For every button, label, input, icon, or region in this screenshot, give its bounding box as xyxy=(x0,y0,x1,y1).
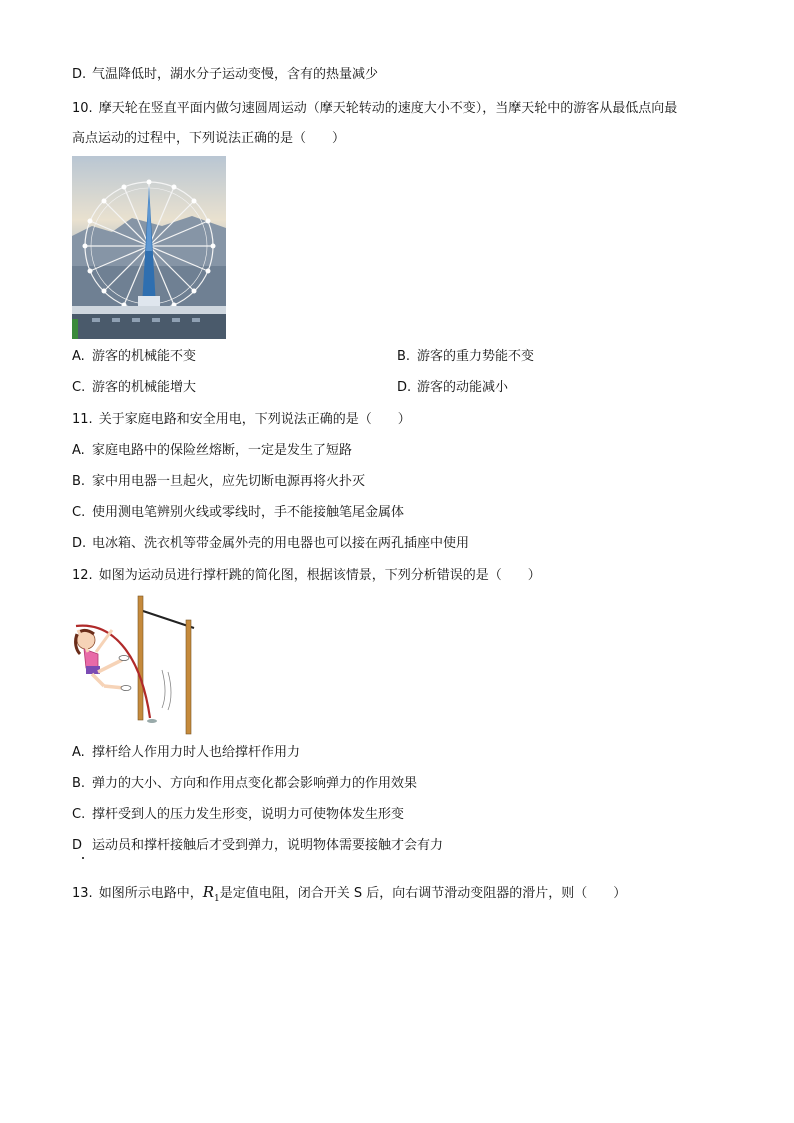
question-stem: 关于家庭电路和安全用电，下列说法正确的是（ ） xyxy=(98,412,411,427)
resistor-letter: R xyxy=(202,883,214,901)
option-label: A. xyxy=(72,443,85,458)
question-stem: 摩天轮在竖直平面内做匀速圆周运动（摩天轮转动的速度大小不变），当摩天轮中的游客从最低点向最 xyxy=(98,101,678,116)
q13-stem xyxy=(72,883,626,908)
option-label: A. xyxy=(72,349,85,364)
option-label: D xyxy=(72,838,83,853)
option-label: D. xyxy=(72,536,87,551)
q12-option-c xyxy=(72,806,404,824)
option-text: 撑杆给人作用力时人也给撑杆作用力 xyxy=(92,745,301,760)
question-number: 11. xyxy=(72,412,93,427)
q10-stem-line1 xyxy=(72,100,677,118)
q10-option-c xyxy=(72,379,196,397)
q11-option-c xyxy=(72,504,404,522)
q10-option-b xyxy=(397,348,534,366)
q9-option-d xyxy=(72,66,378,84)
option-text: 弹力的大小、方向和作用点变化都会影响弹力的作用效果 xyxy=(92,776,418,791)
option-text: 家庭电路中的保险丝熔断，一定是发生了短路 xyxy=(92,443,353,458)
option-text: 电冰箱、洗衣机等带金属外壳的用电器也可以接在两孔插座中使用 xyxy=(92,536,470,551)
q11-stem xyxy=(72,411,411,429)
option-text: 游客的重力势能不变 xyxy=(417,349,535,364)
q12-option-b xyxy=(72,775,417,793)
option-label: A. xyxy=(72,745,85,760)
q12-option-a xyxy=(72,744,300,762)
option-label: B. xyxy=(397,349,411,364)
option-label: D. xyxy=(397,380,412,395)
option-label: C. xyxy=(72,807,86,822)
q10-option-d xyxy=(397,379,508,397)
q11-option-d xyxy=(72,535,469,553)
q10-stem-line2: 高点运动的过程中，下列说法正确的是（ ） xyxy=(72,131,346,146)
question-stem-part1: 如图所示电路中， xyxy=(98,886,203,901)
question-stem-part2: 是定值电阻，闭合开关 S 后，向右调节滑动变阻器的滑片，则（ ） xyxy=(219,886,627,901)
question-stem: 如图为运动员进行撑杆跳的简化图，根据该情景，下列分析错误的是（ ） xyxy=(98,568,541,583)
q10-option-a xyxy=(72,348,196,366)
option-label: B. xyxy=(72,776,86,791)
question-number: 13. xyxy=(72,886,93,901)
option-text: 气温降低时，湖水分子运动变慢，含有的热量减少 xyxy=(92,67,379,82)
stray-dot xyxy=(82,857,84,859)
option-label: C. xyxy=(72,380,86,395)
option-text: 家中用电器一旦起火，应先切断电源再将火扑灭 xyxy=(92,474,366,489)
option-text: 使用测电笔辨别火线或零线时，手不能接触笔尾金属体 xyxy=(92,505,405,520)
option-text: 运动员和撑杆接触后才受到弹力，说明物体需要接触才会有力 xyxy=(92,838,444,853)
q12-stem xyxy=(72,567,541,585)
option-label: D. xyxy=(72,67,87,82)
q12-option-d xyxy=(72,837,443,855)
ferris-wheel-photo xyxy=(72,156,226,339)
option-text: 游客的机械能增大 xyxy=(92,380,197,395)
option-label: B. xyxy=(72,474,86,489)
q11-option-a xyxy=(72,442,352,460)
question-number: 10. xyxy=(72,101,93,116)
option-label: C. xyxy=(72,505,86,520)
resistor-subscript: 1 xyxy=(214,894,220,904)
option-text: 游客的动能减小 xyxy=(417,380,509,395)
resistor-r1-symbol xyxy=(202,883,220,904)
question-number: 12. xyxy=(72,568,93,583)
option-text: 撑杆受到人的压力发生形变，说明力可使物体发生形变 xyxy=(92,807,405,822)
pole-vault-illustration xyxy=(70,590,200,738)
option-text: 游客的机械能不变 xyxy=(92,349,197,364)
q11-option-b xyxy=(72,473,365,491)
